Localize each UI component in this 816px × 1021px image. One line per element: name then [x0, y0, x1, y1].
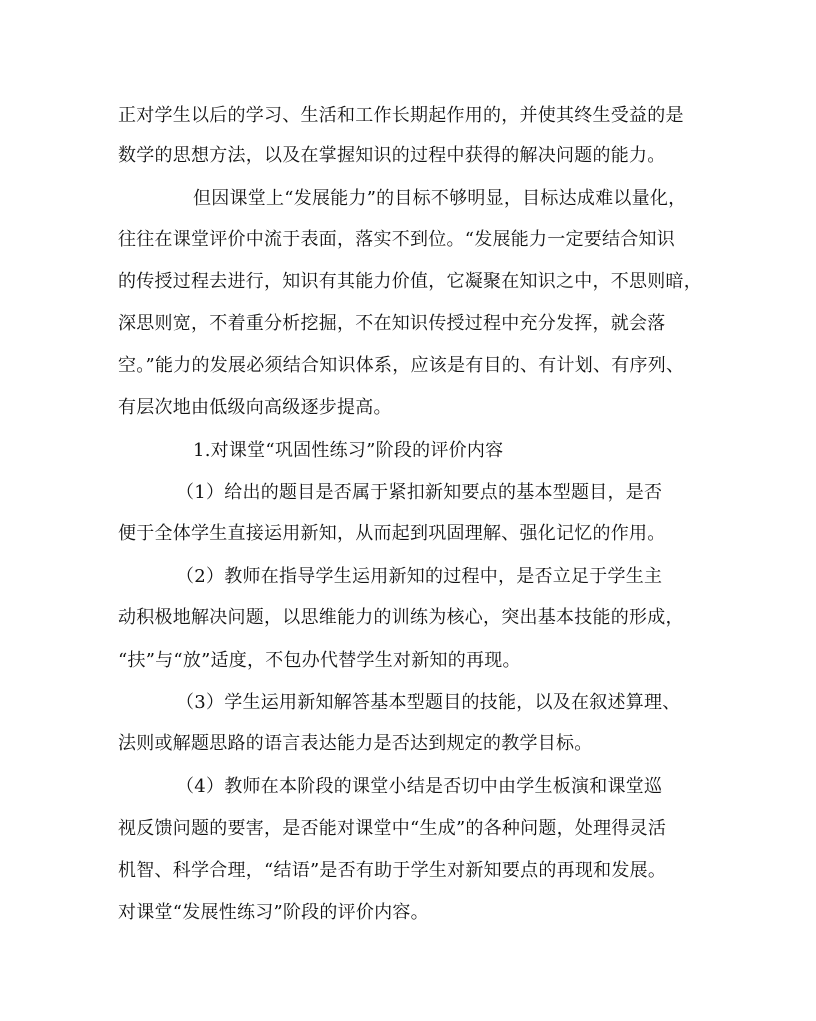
paragraph-line: 法则或解题思路的语言表达能力是否达到规定的教学目标。 — [118, 733, 593, 754]
paragraph-line: （3）学生运用新知解答基本型题目的技能，以及在叙述算理、 — [176, 692, 681, 713]
paragraph-line: 便于全体学生直接运用新知，从而起到巩固理解、强化记忆的作用。 — [118, 523, 666, 544]
paragraph-line: 但因课堂上“发展能力”的目标不够明显，目标达成难以量化， — [193, 188, 687, 209]
paragraph-line: （1）给出的题目是否属于紧扣新知要点的基本型题目，是否 — [176, 482, 663, 503]
paragraph-line: （2）教师在指导学生运用新知的过程中，是否立足于学生主 — [176, 566, 663, 587]
paragraph-line: 的传授过程去进行，知识有其能力价值，它凝聚在知识之中，不思则暗， — [118, 271, 702, 292]
paragraph-line: “扶”与“放”适度，不包办代替学生对新知的再现。 — [118, 650, 521, 671]
paragraph-line: 深思则宽，不着重分析挖掘，不在知识传授过程中充分发挥，就会落 — [118, 313, 666, 334]
paragraph-line: （4）教师在本阶段的课堂小结是否切中由学生板演和课堂巡 — [176, 776, 663, 797]
paragraph-line: 有层次地由低级向高级逐步提高。 — [118, 397, 392, 418]
paragraph-line: 机智、科学合理，“结语”是否有助于学生对新知要点的再现和发展。 — [118, 860, 667, 881]
paragraph-line: 动积极地解决问题，以思维能力的训练为核心，突出基本技能的形成， — [118, 607, 684, 628]
paragraph-line: 对课堂“发展性练习”阶段的评价内容。 — [118, 902, 429, 923]
paragraph-line: 往往在课堂评价中流于表面，落实不到位。“发展能力一定要结合知识 — [118, 229, 675, 250]
paragraph-line: 正对学生以后的学习、生活和工作长期起作用的，并使其终生受益的是 — [118, 105, 684, 126]
paragraph-line: 视反馈问题的要害，是否能对课堂中“生成”的各种问题，处理得灵活 — [118, 818, 667, 839]
section-heading: 1.对课堂“巩固性练习”阶段的评价内容 — [193, 440, 504, 461]
paragraph-line: 空。”能力的发展必须结合知识体系，应该是有目的、有计划、有序列、 — [118, 355, 685, 376]
paragraph-line: 数学的思想方法，以及在掌握知识的过程中获得的解决问题的能力。 — [118, 145, 666, 166]
